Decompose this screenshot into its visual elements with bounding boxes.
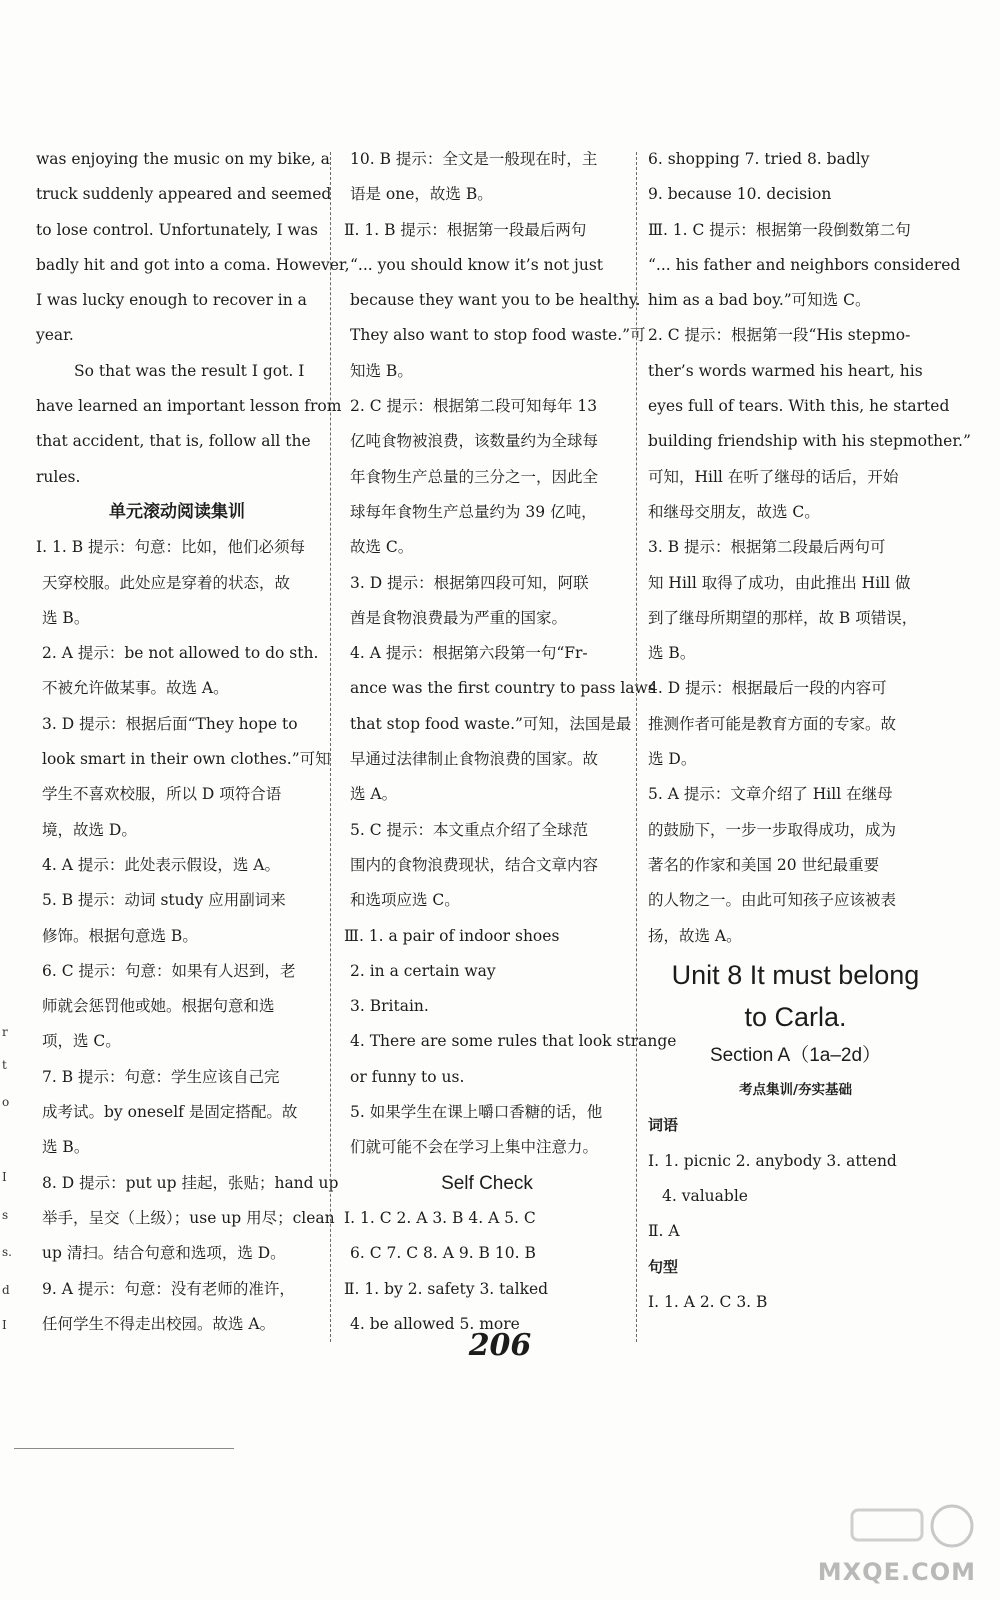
bottom-rule <box>14 1448 234 1449</box>
col3-line: 知 Hill 取得了成功，由此推出 Hill 做 <box>648 573 911 592</box>
col2-line: 2. in a certain way <box>350 961 496 980</box>
col1-line: to lose control. Unfortunately, I was <box>36 220 318 239</box>
col3-line: 可知，Hill 在听了继母的话后，开始 <box>648 467 899 486</box>
col1-line: 2. A 提示：be not allowed to do sth. <box>42 644 319 663</box>
col2-line: 酋是食物浪费最为严重的国家。 <box>350 608 568 627</box>
col3-line: to Carla. <box>744 1001 847 1032</box>
col2-line: They also want to stop food waste.”可 <box>350 326 646 345</box>
col3-line: 4. valuable <box>662 1187 748 1206</box>
col2-line: that stop food waste.”可知，法国是最 <box>350 714 632 733</box>
col2-line: 亿吨食物被浪费，该数量约为全球每 <box>350 432 599 451</box>
col2-line: 年食物生产总量的三分之一，因此全 <box>350 467 599 486</box>
col2-line: Ⅲ. 1. a pair of indoor shoes <box>344 926 560 945</box>
col2-line: 4. be allowed 5. more <box>350 1314 520 1333</box>
column-divider-1 <box>330 152 331 1342</box>
col3-line: 和继母交朋友，故选 C。 <box>648 502 820 521</box>
col2-line: Ⅱ. 1. by 2. safety 3. talked <box>344 1279 549 1298</box>
col2-line: 围内的食物浪费现状，结合文章内容 <box>350 855 599 874</box>
col2-line: or funny to us. <box>350 1067 465 1086</box>
col1-line: that accident, that is, follow all the <box>36 432 311 451</box>
col1-line: I was lucky enough to recover in a <box>36 291 307 310</box>
column-1 <box>36 142 350 1342</box>
col1-line: 成考试。by oneself 是固定搭配。故 <box>42 1103 298 1122</box>
col3-line: him as a bad boy.”可知选 C。 <box>648 291 871 310</box>
col3-line: 句型 <box>648 1257 679 1276</box>
col1-line: up 清扫。结合句意和选项，选 D。 <box>42 1244 286 1263</box>
col1-line: 天穿校服。此处应是穿着的状态，故 <box>42 573 291 592</box>
col1-line: Ⅰ. 1. B 提示：句意：比如，他们必须每 <box>36 538 306 557</box>
col3-line: 的人物之一。由此可知孩子应该被表 <box>648 891 897 910</box>
col1-line: 不被允许做某事。故选 A。 <box>42 679 229 698</box>
col2-line: 和选项应选 C。 <box>350 891 460 910</box>
col3-line: 扬，故选 A。 <box>648 926 742 945</box>
col3-line: Ⅰ. 1. A 2. C 3. B <box>648 1292 768 1311</box>
col2-line: 们就可能不会在学习上集中注意力。 <box>350 1138 599 1157</box>
col1-line: 选 B。 <box>42 1138 90 1157</box>
edge-fragment: o <box>2 1095 10 1109</box>
col3-line: 考点集训/夯实基础 <box>739 1082 852 1099</box>
col1-line: 学生不喜欢校服，所以 D 项符合语 <box>42 785 282 804</box>
col1-line: 任何学生不得走出校园。故选 A。 <box>42 1314 276 1333</box>
col1-line: 师就会惩罚他或她。根据句意和选 <box>42 997 275 1016</box>
col1-line: 单元滚动阅读集训 <box>109 501 245 522</box>
col3-line: Ⅲ. 1. C 提示：根据第一段倒数第二句 <box>648 220 911 239</box>
col1-line: badly hit and got into a coma. However, <box>36 255 350 274</box>
col1-line: look smart in their own clothes.”可知 <box>42 750 331 769</box>
col2-line: 选 A。 <box>350 785 398 804</box>
column-3 <box>648 142 971 1320</box>
col2-line: 6. C 7. C 8. A 9. B 10. B <box>350 1244 536 1263</box>
watermark-logo <box>817 1496 982 1586</box>
col2-line: 语是 one，故选 B。 <box>350 185 493 204</box>
col1-line: 项，选 C。 <box>42 1032 121 1051</box>
col1-line: rules. <box>36 467 81 486</box>
col1-line: 8. D 提示：put up 挂起，张贴；hand up <box>42 1173 339 1192</box>
col2-line: Ⅱ. 1. B 提示：根据第一段最后两句 <box>344 220 587 239</box>
col2-line: 早通过法律制止食物浪费的国家。故 <box>350 750 599 769</box>
col2-line: “... you should know it’s not just <box>350 255 604 274</box>
edge-fragment: t <box>2 1058 7 1072</box>
col3-line: 3. B 提示：根据第二段最后两句可 <box>648 538 886 557</box>
edge-fragment: r <box>2 1025 8 1039</box>
edge-fragment: I <box>2 1318 7 1332</box>
col2-line: ance was the first country to pass laws <box>350 679 656 698</box>
col1-line: 5. B 提示：动词 study 应用副词来 <box>42 891 286 910</box>
col1-line: 举手，呈交（上级）；use up 用尽；clean <box>42 1208 335 1227</box>
col2-line: Ⅰ. 1. C 2. A 3. B 4. A 5. C <box>344 1208 536 1227</box>
col3-line: 词语 <box>648 1116 679 1135</box>
col1-line: So that was the result I got. I <box>74 361 305 380</box>
col2-line: 4. A 提示：根据第六段第一句“Fr- <box>350 644 588 663</box>
col2-line: 故选 C。 <box>350 538 414 557</box>
col2-line: 4. There are some rules that look strange <box>350 1032 677 1051</box>
edge-fragment: I <box>2 1170 7 1184</box>
watermark-text: MXQE.COM <box>817 1558 976 1586</box>
edge-fragment: s. <box>2 1245 12 1259</box>
col2-line: 知选 B。 <box>350 361 413 380</box>
col2-line: 5. C 提示：本文重点介绍了全球范 <box>350 820 589 839</box>
col3-line: 6. shopping 7. tried 8. badly <box>648 150 870 168</box>
col2-line: 2. C 提示：根据第二段可知每年 13 <box>350 397 598 416</box>
col3-line: Section A（1a–2d） <box>709 1044 882 1066</box>
col2-line: Self Check <box>441 1172 533 1194</box>
col1-line: 4. A 提示：此处表示假设，选 A。 <box>42 855 280 874</box>
col1-line: was enjoying the music on my bike, a <box>36 150 330 168</box>
col2-line: 5. 如果学生在课上嚼口香糖的话，他 <box>350 1103 603 1122</box>
edge-fragment: d <box>2 1283 10 1297</box>
col3-line: 2. C 提示：根据第一段“His stepmo- <box>648 326 911 345</box>
col3-line: 的鼓励下，一步一步取得成功，成为 <box>648 820 897 839</box>
page-number: 206 <box>468 1328 532 1363</box>
col1-line: 修饰。根据句意选 B。 <box>42 926 198 945</box>
col1-line: truck suddenly appeared and seemed <box>36 185 332 204</box>
col3-line: building friendship with his stepmother.” <box>648 432 971 451</box>
col3-line: 选 D。 <box>648 750 697 769</box>
col3-line: 4. D 提示：根据最后一段的内容可 <box>648 679 887 698</box>
col2-line: 球每年食物生产总量约为 39 亿吨， <box>350 502 597 521</box>
col3-line: ther’s words warmed his heart, his <box>648 361 923 380</box>
col3-line: 著名的作家和美国 20 世纪最重要 <box>648 855 880 874</box>
col1-line: have learned an important lesson from <box>36 397 342 416</box>
edge-fragment: s <box>2 1208 9 1222</box>
col3-line: 推测作者可能是教育方面的专家。故 <box>648 714 897 733</box>
col2-line: because they want you to be healthy. <box>350 291 641 310</box>
col1-line: 选 B。 <box>42 608 90 627</box>
col3-line: Ⅰ. 1. picnic 2. anybody 3. attend <box>648 1151 897 1170</box>
col3-line: 到了继母所期望的那样，故 B 项错误， <box>648 608 918 627</box>
col1-line: 7. B 提示：句意：学生应该自己完 <box>42 1067 280 1086</box>
col3-line: 5. A 提示：文章介绍了 Hill 在继母 <box>648 785 893 804</box>
col3-line: Unit 8 It must belong <box>671 959 920 990</box>
col1-line: 境，故选 D。 <box>42 820 137 839</box>
col3-line: eyes full of tears. With this, he started <box>648 397 950 416</box>
col1-line: 9. A 提示：句意：没有老师的准许， <box>42 1279 295 1298</box>
col2-line: 10. B 提示：全文是一般现在时，主 <box>350 150 598 168</box>
column-divider-2 <box>636 152 637 1342</box>
col3-line: 选 B。 <box>648 644 696 663</box>
col1-line: 6. C 提示：句意：如果有人迟到，老 <box>42 961 296 980</box>
col1-line: 3. D 提示：根据后面“They hope to <box>42 714 298 733</box>
col3-line: “... his father and neighbors considered <box>648 255 961 274</box>
col3-line: Ⅱ. A <box>648 1222 680 1241</box>
col2-line: 3. Britain. <box>350 997 429 1016</box>
col2-line: 3. D 提示：根据第四段可知，阿联 <box>350 573 589 592</box>
col3-line: 9. because 10. decision <box>648 185 832 204</box>
col1-line: year. <box>36 326 74 345</box>
